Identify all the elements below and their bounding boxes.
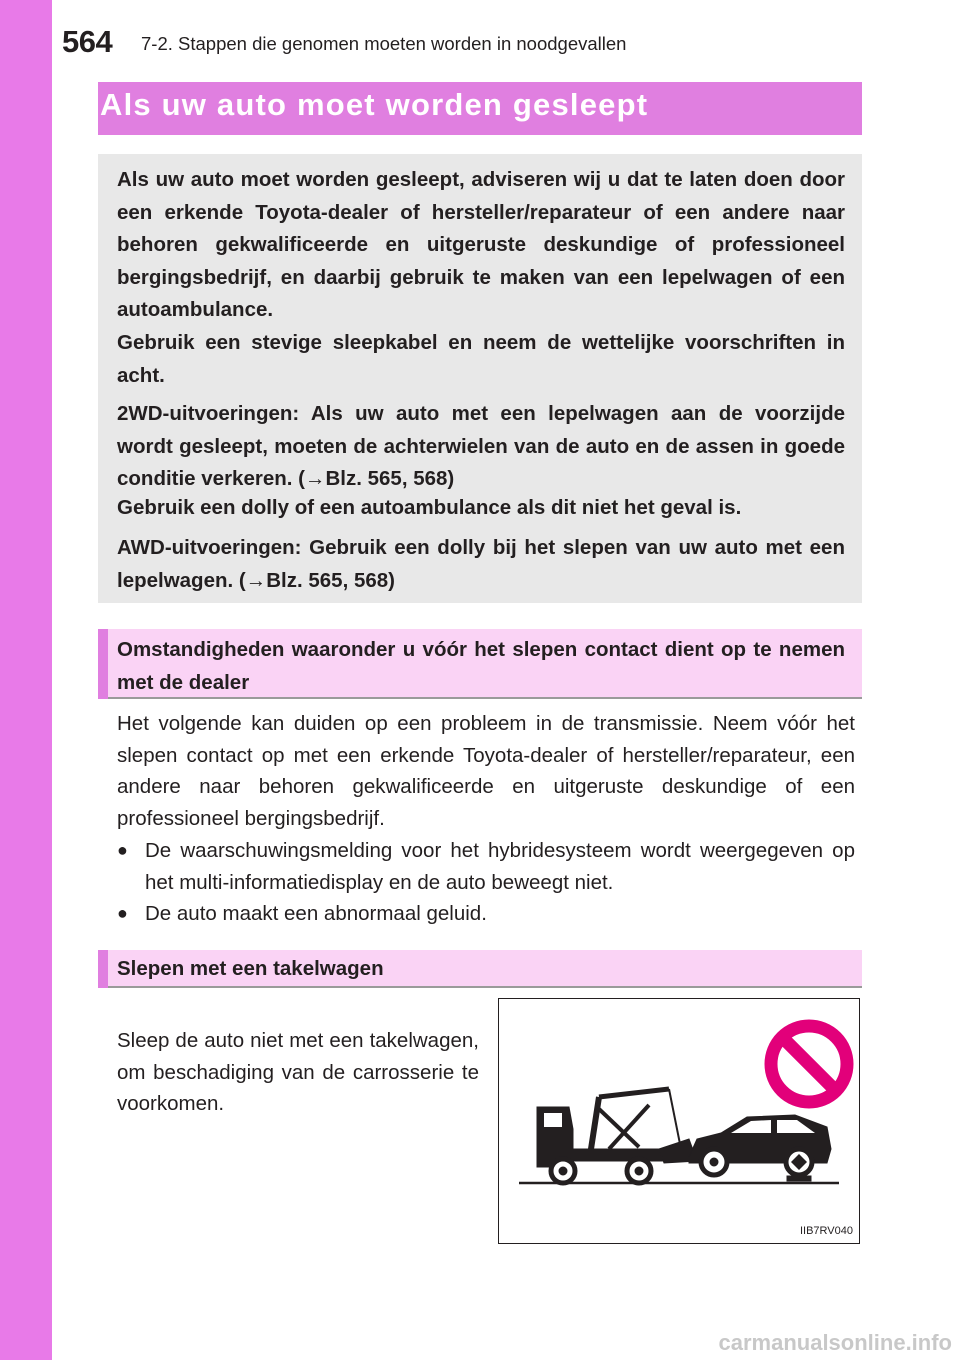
bullet-text: De auto maakt een abnormaal geluid. [145, 902, 487, 925]
illustration-code: IIB7RV040 [799, 1225, 853, 1237]
prohibition-icon [771, 1026, 847, 1102]
car-icon [689, 1115, 831, 1181]
intro-paragraph-2: Gebruik een stevige sleepkabel en neem de wettelijke voorschriften in acht. [117, 331, 845, 387]
tow-truck-icon [537, 1089, 697, 1183]
intro-paragraph-3: 2WD-uitvoeringen: Als uw auto met een lepelwagen aan de voorzijde wordt gesleept, moeten de achterwielen van de auto en de assen in goede conditie verkeren. (→Blz. 565, 568) [117, 402, 845, 490]
intro-paragraph-1: Als uw auto moet worden gesleept, adviseren wij u dat te laten doen door een erkende Toyota-dealer of hersteller/reparateur of een andere naar behoren gekwalificeerde en uitgeruste deskundige of professioneel bergingsbedrijf, en daarbij gebruik te maken van een lepelwagen of een autoambulance. [117, 168, 845, 321]
side-tab-bar [0, 0, 52, 1360]
bullet-item [117, 898, 855, 930]
towing-body-text: Sleep de auto niet met een takelwagen, om beschadiging van de carrosserie te voorkomen. [117, 1029, 479, 1115]
subheading-accent [98, 629, 108, 699]
section-header: 7-2. Stappen die genomen moeten worden in noodgevallen [141, 33, 627, 54]
bullet-icon: ● [117, 903, 128, 923]
bullet-text: De waarschuwingsmelding voor het hybridesysteem wordt weergegeven op het multi-informatiedisplay en de auto beweegt niet. [145, 839, 855, 894]
tow-truck-illustration [498, 998, 860, 1244]
tow-truck-drawing [499, 999, 858, 1242]
subheading-dealer: Omstandigheden waaronder u vóór het slepen contact dient op te nemen met de dealer [117, 638, 845, 694]
intro-paragraph-5: AWD-uitvoeringen: Gebruik een dolly bij het slepen van uw auto met een lepelwagen. (→Blz. 565, 568) [117, 536, 845, 592]
subheading-accent [98, 950, 108, 988]
watermark: carmanualsonline.info [718, 1330, 952, 1355]
dealer-body-text: Het volgende kan duiden op een probleem in de transmissie. Neem vóór het slepen contact op met een erkende Toyota-dealer of hersteller/reparateur, een andere naar behoren gekwalificeerde en uitgeruste deskundige of een professioneel bergingsbedrijf. [117, 712, 855, 830]
intro-paragraph-4: Gebruik een dolly of een autoambulance als dit niet het geval is. [117, 496, 742, 519]
page-number: 564 [62, 24, 113, 59]
page-title: Als uw auto moet worden gesleept [100, 87, 649, 122]
bullet-item [117, 835, 855, 898]
subheading-towing: Slepen met een takelwagen [117, 957, 384, 980]
bullet-icon: ● [117, 840, 128, 860]
